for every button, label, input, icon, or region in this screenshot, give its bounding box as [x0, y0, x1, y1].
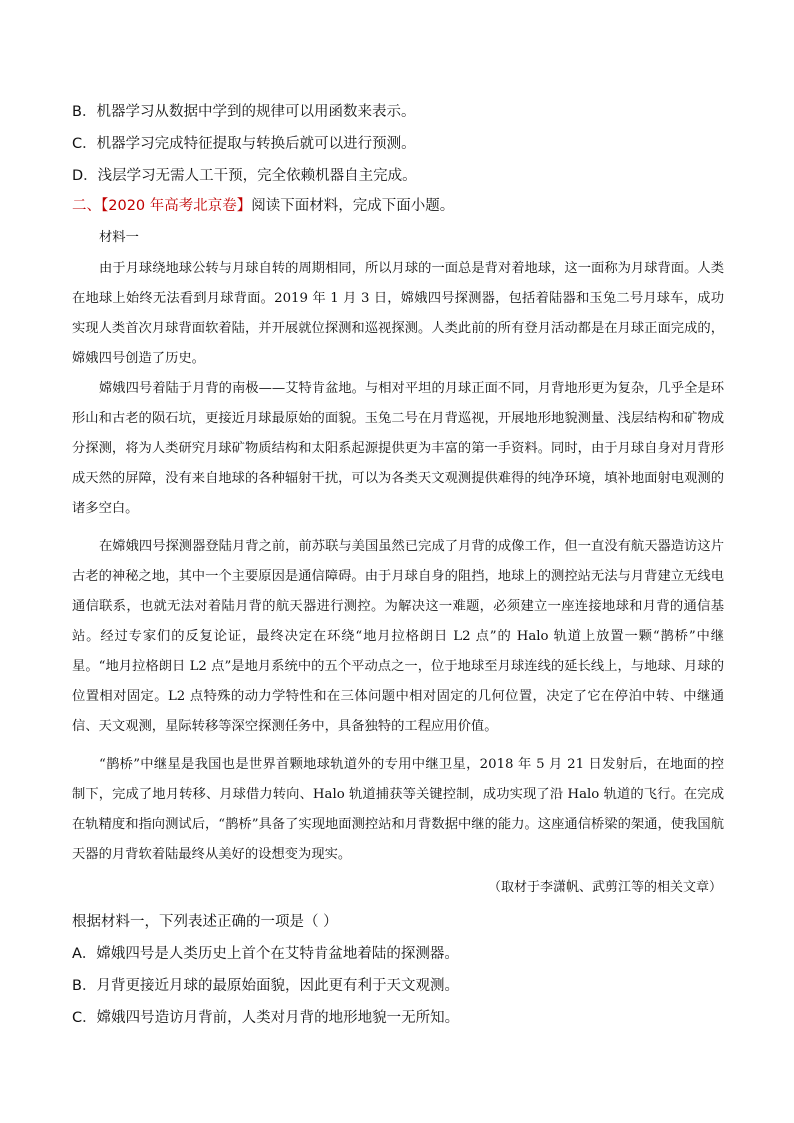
prev-option-c: C．机器学习完成特征提取与转换后就可以进行预测。: [72, 136, 416, 152]
exam-tag-open: 【: [101, 198, 109, 214]
material-paragraph-4: “鹊桥”中继星是我国也是世界首颗地球轨道外的专用中继卫星，2018 年 5 月 21 日发射后，在地面的控制下，完成了地月转移、月球借力转向、Halo 轨道捕获等关键控制，成功实现了沿 Halo 轨道的飞行。在完成在轨精度和指向测试后，“鹊桥”具备了实现地面测控站和月背数据中继的能力。这座通信桥梁的架通，使我国航天器的月背软着陆最终从美好的设想变为现实。: [72, 757, 724, 862]
material-paragraph-2: 嫦娥四号着陆于月背的南极——艾特肯盆地。与相对平坦的月球正面不同，月背地形更为复杂，几乎全是环形山和古老的陨石坑，更接近月球最原始的面貌。玉兔二号在月背巡视，开展地形地貌测量、浅层结构和矿物成分探测，将为人类研究月球矿物质结构和太阳系起源提供更为丰富的第一手资料。同时，由于月球自身对月背形成天然的屏障，没有来自地球的各种辐射干扰，可以为各类天文观测提供难得的纯净环境，填补地面射电观测的诸多空白。: [72, 381, 724, 516]
prev-option-d: D．浅层学习无需人工干预，完全依赖机器自主完成。: [72, 168, 417, 184]
material-paragraph-3: 在嫦娥四号探测器登陆月背之前，前苏联与美国虽然已完成了月背的成像工作，但一直没有航天器造访这片古老的神秘之地，其中一个主要原因是通信障碍。由于月球自身的阻挡，地球上的测控站无法与月背建立无线电通信联系，也就无法对着陆月背的航天器进行测控。为解决这一难题，必须建立一座连接地球和月背的通信基站。经过专家们的反复论证，最终决定在环绕“地月拉格朗日 L2 点”的 Halo 轨道上放置一颗“鹊桥”中继星。“地月拉格朗日 L2 点”是地月系统中的五个平动点之一，位于地球至月球连线的延长线上，与地球、月球的位置相对固定。L2 点特殊的动力学特性和在三体问题中相对固定的几何位置，决定了它在停泊中转、中继通信、天文观测，星际转移等深空探测任务中，具备独特的工程应用价值。: [72, 539, 724, 734]
question-option-c: C．嫦娥四号造访月背前，人类对月背的地形地貌一无所知。: [72, 1010, 460, 1026]
material-label: 材料一: [99, 230, 139, 245]
section-instruction: 阅读下面材料，完成下面小题。: [251, 198, 455, 214]
prev-option-b: B．机器学习从数据中学到的规律可以用函数来表示。: [72, 104, 416, 120]
section-heading: [72, 196, 752, 216]
section-number: 二、: [72, 198, 101, 214]
question-stem: 根据材料一，下列表述正确的一项是（ ）: [72, 914, 338, 930]
material-source: （取材于李潇帆、武剪江等的相关文章）: [487, 880, 722, 895]
question-option-a: A．嫦娥四号是人类历史上首个在艾特肯盆地着陆的探测器。: [72, 946, 459, 962]
material-paragraph-1: 由于月球绕地球公转与月球自转的周期相同，所以月球的一面总是背对着地球，这一面称为月球背面。人类在地球上始终无法看到月球背面。2019 年 1 月 3 日，嫦娥四号探测器，包括着陆器和玉兔二号月球车，成功实现人类首次月球背面软着陆，并开展就位探测和巡视探测。人类此前的所有登月活动都是在月球正面完成的，嫦娥四号创造了历史。: [72, 261, 724, 366]
exam-tag-text: 2020 年高考北京卷: [108, 198, 237, 214]
exam-tag-close: 】: [236, 198, 252, 214]
question-option-b: B．月背更接近月球的最原始面貌，因此更有利于天文观测。: [72, 978, 459, 994]
